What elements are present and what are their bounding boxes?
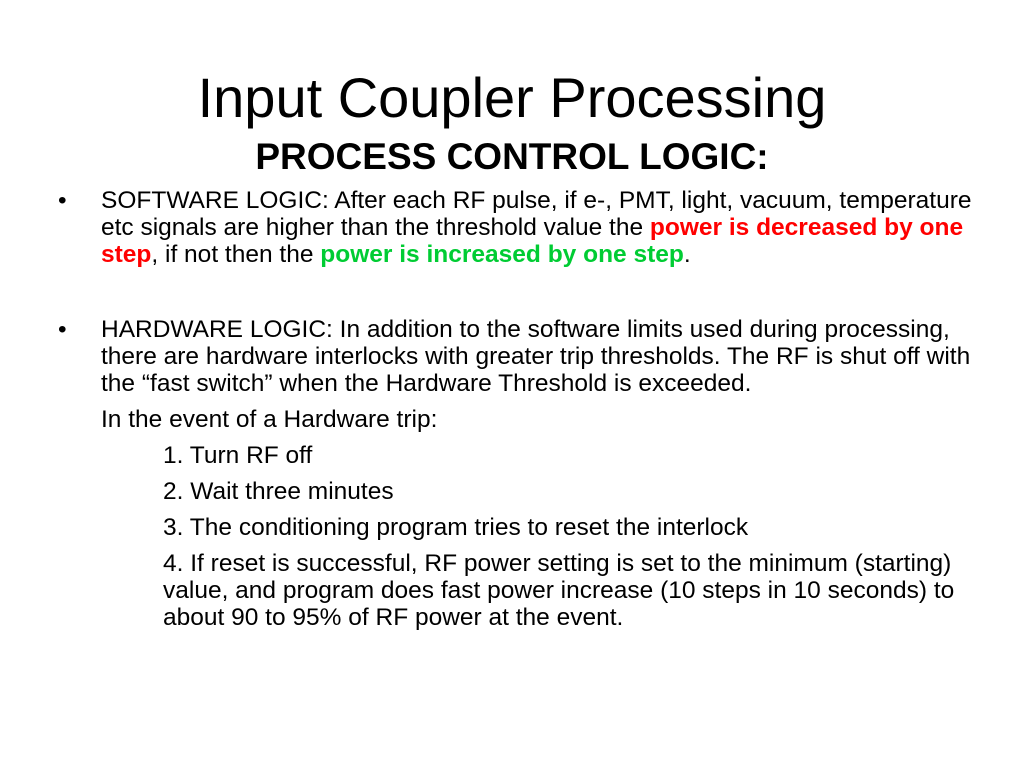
bullet-dot: •: [58, 187, 67, 214]
trip-step-3: 3. The conditioning program tries to reset the interlock: [163, 514, 749, 541]
trip-step-4: 4. If reset is successful, RF power setting is set to the minimum (starting) value, and program does fast power increase (10 steps in 10 seconds) to about 90 to 95% of RF power at the event.: [163, 550, 955, 631]
slide-title: Input Coupler Processing: [197, 66, 827, 129]
software-logic-text: SOFTWARE LOGIC: After each RF pulse, if e-, PMT, light, vacuum, temperature etc signals are higher than the threshold value the: [101, 187, 972, 241]
power-decreased-highlight: power is decreased by one step: [101, 214, 964, 268]
slide-subtitle: PROCESS CONTROL LOGIC:: [255, 136, 769, 177]
hardware-trip-intro: In the event of a Hardware trip:: [101, 406, 438, 433]
software-logic-text-end: .: [683, 241, 691, 268]
slide-content: [0, 187, 1024, 631]
bullet-hardware-logic: [0, 316, 1024, 397]
hardware-logic-text: HARDWARE LOGIC: In addition to the software limits used during processing, there are hardware interlocks with greater trip thresholds. The RF is shut off with the “fast switch” when the Hardware Threshold is exceeded.: [101, 316, 971, 397]
bullet-software-logic: [0, 187, 1024, 268]
power-increased-highlight: power is increased by one step: [320, 241, 684, 268]
software-logic-text-mid: , if not then the: [151, 241, 321, 268]
trip-step-1: 1. Turn RF off: [163, 442, 313, 469]
trip-step-2: 2. Wait three minutes: [163, 478, 394, 505]
bullet-dot: •: [58, 316, 67, 343]
